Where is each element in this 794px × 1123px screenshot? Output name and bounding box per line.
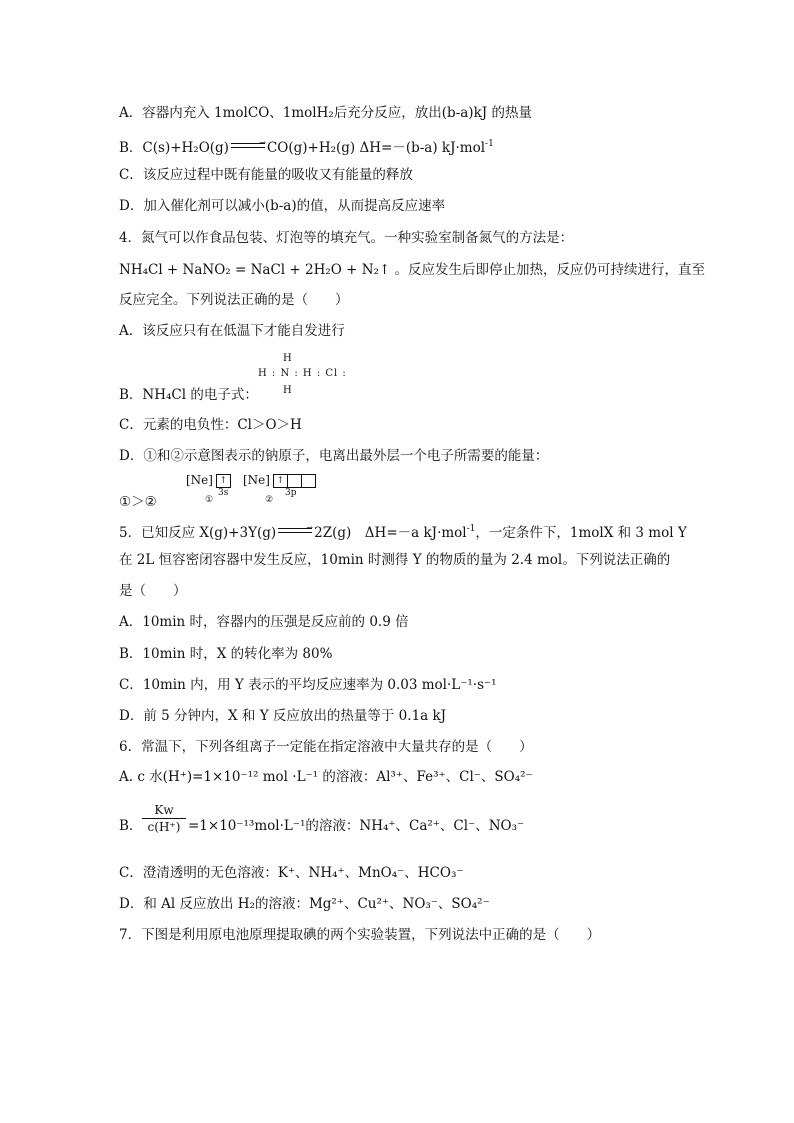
q3-option-b: B．C(s)+H₂O(g) ⇀ CO(g)+H₂(g) ΔH=－(b-a) kJ·mol$^{-1}$ (119, 138, 494, 156)
q5-stem-line1: 5．已知反应 X(g)+3Y(g) ⇀ 2Z(g) ΔH=－a kJ·mol$^{-1}$，一定条件下，1molX 和 3 mol Y (119, 523, 687, 541)
q4-stem-line3: 反应完全。下列说法正确的是（ ） (119, 292, 349, 308)
orbital-num-2: ② (265, 495, 274, 505)
q4-stem-line1: 4．氮气可以作食品包装、灯泡等的填充气。一种实验室制备氮气的方法是： (119, 230, 574, 246)
q7-stem: 7．下图是利用原电池原理提取碘的两个实验装置，下列说法中正确的是（ ） (119, 927, 601, 943)
orbital-diagram-1: [Ne] ↑ (186, 473, 231, 488)
lewis-h-bottom: H (283, 385, 292, 396)
orbital-diagram-2: [Ne] ↑ (243, 473, 316, 488)
equilibrium-arrow-icon: ⇀ (231, 142, 265, 150)
q6-option-c: C．澄清透明的无色溶液：K⁺、NH₄⁺、MnO₄⁻、HCO₃⁻ (119, 865, 464, 881)
q6-option-b-prefix: B． (119, 818, 143, 834)
fraction-numerator: Kw (154, 803, 174, 817)
q3-option-c: C．该反应过程中既有能量的吸收又有能量的释放 (119, 167, 413, 183)
q5-stem-line2: 在 2L 恒容密闭容器中发生反应，10min 时测得 Y 的物质的量为 2.4 mol。下列说法正确的 (119, 552, 671, 568)
up-arrow-icon: ↑ (273, 474, 288, 488)
fraction-denominator: c(H⁺) (147, 820, 181, 834)
orbital-num-1: ① (205, 495, 214, 505)
q4-option-b: B．NH₄Cl 的电子式： (119, 387, 258, 403)
q4-option-d-result: ①＞② (119, 494, 157, 510)
q6-option-b-tail: =1×10⁻¹³mol·L⁻¹的溶液：NH₄⁺、Ca²⁺、Cl⁻、NO₃⁻ (188, 818, 525, 834)
q6-stem: 6．常温下，下列各组离子一定能在指定溶液中大量共存的是（ ） (119, 739, 533, 755)
q6-option-d: D．和 Al 反应放出 H₂的溶液：Mg²⁺、Cu²⁺、NO₃⁻、SO₄²⁻ (119, 896, 490, 912)
q5-option-c: C．10min 内，用 Y 表示的平均反应速率为 0.03 mol·L⁻¹·s⁻¹ (119, 677, 497, 693)
lewis-structure-nh4cl (258, 353, 348, 398)
q3-option-d: D．加入催化剂可以减小(b-a)的值，从而提高反应速率 (119, 198, 446, 214)
q4-option-d: D．①和②示意图表示的钠原子，电离出最外层一个电子所需要的能量： (119, 448, 549, 464)
fraction-kw-over-ch (142, 803, 186, 834)
orbital-label-3p: 3p (285, 488, 297, 498)
lewis-row: H : N : H : Cl : (258, 368, 347, 379)
q5-option-a: A．10min 时，容器内的压强是反应前的 0.9 倍 (119, 614, 409, 630)
lewis-h-top: H (283, 353, 292, 364)
q6-option-a: A. c 水(H⁺)=1×10⁻¹² mol ·L⁻¹ 的溶液：Al³⁺、Fe³⁺、Cl⁻、SO₄²⁻ (119, 769, 533, 785)
up-arrow-icon: ↑ (216, 474, 231, 488)
q3-option-a: A．容器内充入 1molCO、1molH₂后充分反应，放出(b-a)kJ 的热量 (119, 105, 532, 121)
orbital-label-3s: 3s (218, 488, 229, 498)
q4-stem-line2: NH₄Cl + NaNO₂ = NaCl + 2H₂O + N₂↑ 。反应发生后即停止加热，反应仍可持续进行，直至 (119, 262, 706, 278)
q5-stem-line3: 是（ ） (119, 583, 187, 599)
q4-option-c: C．元素的电负性：Cl＞O＞H (119, 417, 302, 433)
q5-option-b: B．10min 时，X 的转化率为 80% (119, 646, 333, 662)
q4-option-a: A．该反应只有在低温下才能自发进行 (119, 323, 345, 339)
q5-option-d: D．前 5 分钟内，X 和 Y 反应放出的热量等于 0.1a kJ (119, 708, 447, 724)
equilibrium-arrow-icon: ⇀ (278, 527, 312, 535)
